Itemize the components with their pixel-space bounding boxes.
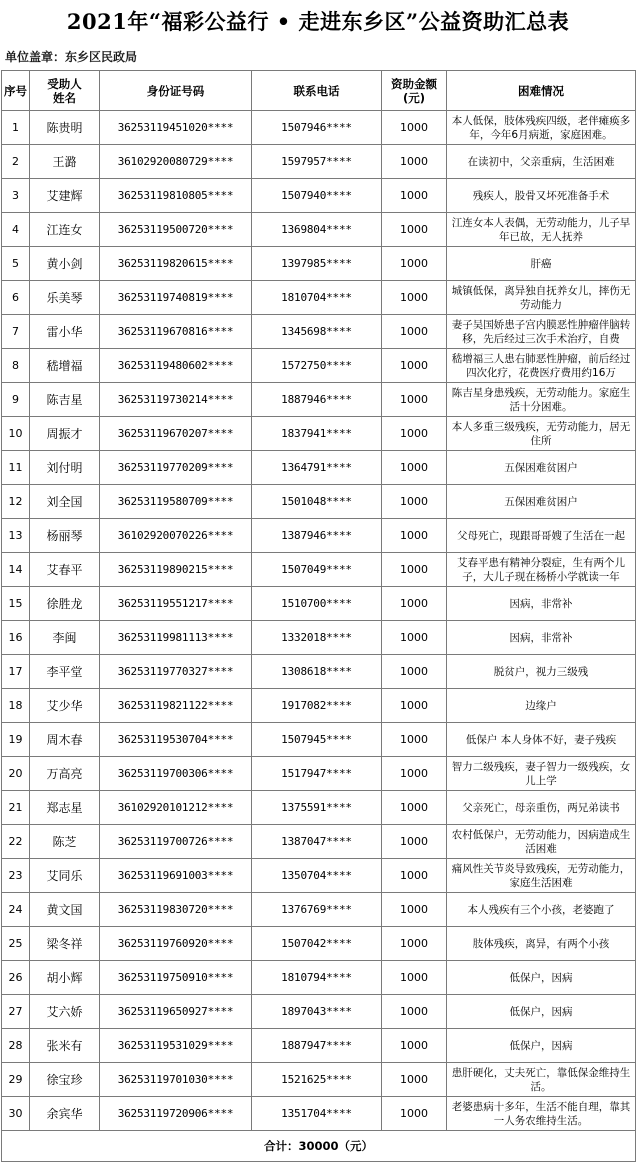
cell-phone: 1507049**** [252, 553, 382, 587]
table-row [2, 179, 636, 213]
cell-index: 23 [2, 859, 30, 893]
cell-id-number: 36253119770209**** [100, 451, 252, 485]
cell-index: 19 [2, 723, 30, 757]
cell-situation: 低保户 本人身体不好，妻子残疾 [447, 723, 636, 757]
cell-situation: 艾春平患有精神分裂症，生有两个儿子，大儿子现在杨桥小学就读一年 [447, 553, 636, 587]
cell-phone: 1369804**** [252, 213, 382, 247]
cell-phone: 1507945**** [252, 723, 382, 757]
cell-phone: 1917082**** [252, 689, 382, 723]
table-row [2, 519, 636, 553]
header-name-line2: 姓名 [53, 90, 76, 105]
table-row [2, 349, 636, 383]
cell-id-number: 36253119691003**** [100, 859, 252, 893]
cell-index: 10 [2, 417, 30, 451]
cell-name: 余宾华 [30, 1097, 100, 1131]
cell-amount: 1000 [382, 995, 447, 1029]
cell-id-number: 36253119551217**** [100, 587, 252, 621]
cell-name: 胡小辉 [30, 961, 100, 995]
cell-id-number: 36253119451020**** [100, 111, 252, 145]
cell-phone: 1810794**** [252, 961, 382, 995]
cell-situation: 本人低保，肢体残疾四级，老伴瘫痪多年，今年6月病逝，家庭困难。 [447, 111, 636, 145]
cell-id-number: 36253119670816**** [100, 315, 252, 349]
cell-amount: 1000 [382, 179, 447, 213]
cell-situation: 因病，非常补 [447, 621, 636, 655]
cell-situation: 城镇低保，离异独自抚养女儿，摔伤无劳动能力 [447, 281, 636, 315]
cell-id-number: 36253119701030**** [100, 1063, 252, 1097]
cell-amount: 1000 [382, 145, 447, 179]
cell-id-number: 36253119760920**** [100, 927, 252, 961]
cell-index: 9 [2, 383, 30, 417]
cell-id-number: 36253119750910**** [100, 961, 252, 995]
cell-id-number: 36253119530704**** [100, 723, 252, 757]
table-row [2, 961, 636, 995]
table-row [2, 485, 636, 519]
cell-amount: 1000 [382, 859, 447, 893]
cell-name: 周木春 [30, 723, 100, 757]
table-row [2, 893, 636, 927]
cell-id-number: 36253119580709**** [100, 485, 252, 519]
cell-name: 周振才 [30, 417, 100, 451]
cell-name: 艾同乐 [30, 859, 100, 893]
cell-name: 刘全国 [30, 485, 100, 519]
table-row [2, 655, 636, 689]
cell-name: 万高亮 [30, 757, 100, 791]
table-row [2, 791, 636, 825]
cell-amount: 1000 [382, 383, 447, 417]
total-label: 合计：30000（元） [2, 1131, 636, 1162]
cell-situation: 在读初中，父亲重病，生活困难 [447, 145, 636, 179]
table-row [2, 247, 636, 281]
table-row [2, 553, 636, 587]
table-body [2, 111, 636, 1131]
cell-amount: 1000 [382, 213, 447, 247]
cell-situation: 父亲死亡，母亲重伤，两兄弟读书 [447, 791, 636, 825]
cell-id-number: 36253119650927**** [100, 995, 252, 1029]
cell-situation: 低保户，因病 [447, 995, 636, 1029]
table-row [2, 315, 636, 349]
cell-amount: 1000 [382, 1063, 447, 1097]
table-row [2, 723, 636, 757]
cell-name: 嵇增福 [30, 349, 100, 383]
cell-index: 14 [2, 553, 30, 587]
cell-phone: 1521625**** [252, 1063, 382, 1097]
cell-index: 30 [2, 1097, 30, 1131]
cell-amount: 1000 [382, 485, 447, 519]
cell-name: 杨丽琴 [30, 519, 100, 553]
cell-index: 27 [2, 995, 30, 1029]
unit-stamp-label: 单位盖章：东乡区民政局 [5, 50, 138, 64]
cell-name: 梁冬祥 [30, 927, 100, 961]
cell-index: 5 [2, 247, 30, 281]
cell-amount: 1000 [382, 689, 447, 723]
cell-name: 李平堂 [30, 655, 100, 689]
cell-situation: 肝癌 [447, 247, 636, 281]
cell-situation: 陈吉星身患残疾，无劳动能力。家庭生活十分困难。 [447, 383, 636, 417]
header-amount-line2: (元) [402, 90, 425, 105]
cell-id-number: 36102920101212**** [100, 791, 252, 825]
cell-name: 雷小华 [30, 315, 100, 349]
cell-amount: 1000 [382, 621, 447, 655]
cell-amount: 1000 [382, 1097, 447, 1131]
cell-phone: 1332018**** [252, 621, 382, 655]
cell-amount: 1000 [382, 1029, 447, 1063]
cell-name: 艾六娇 [30, 995, 100, 1029]
cell-situation: 农村低保户，无劳动能力，因病造成生活困难 [447, 825, 636, 859]
cell-index: 26 [2, 961, 30, 995]
cell-phone: 1572750**** [252, 349, 382, 383]
cell-index: 22 [2, 825, 30, 859]
cell-amount: 1000 [382, 281, 447, 315]
cell-situation: 江连女本人表偶，无劳动能力，儿子早年已故，无人抚养 [447, 213, 636, 247]
cell-index: 12 [2, 485, 30, 519]
cell-index: 1 [2, 111, 30, 145]
cell-name: 李闽 [30, 621, 100, 655]
cell-situation: 本人多重三级残疾，无劳动能力，居无住所 [447, 417, 636, 451]
cell-name: 乐美琴 [30, 281, 100, 315]
cell-situation: 残疾人，股骨又坏死准备手术 [447, 179, 636, 213]
table-row [2, 111, 636, 145]
cell-amount: 1000 [382, 553, 447, 587]
cell-id-number: 36253119820615**** [100, 247, 252, 281]
table-row [2, 451, 636, 485]
table-row [2, 417, 636, 451]
cell-phone: 1308618**** [252, 655, 382, 689]
table-row [2, 621, 636, 655]
cell-id-number: 36253119810805**** [100, 179, 252, 213]
cell-phone: 1397985**** [252, 247, 382, 281]
cell-id-number: 36253119720906**** [100, 1097, 252, 1131]
cell-index: 7 [2, 315, 30, 349]
cell-phone: 1376769**** [252, 893, 382, 927]
cell-amount: 1000 [382, 349, 447, 383]
cell-index: 18 [2, 689, 30, 723]
cell-phone: 1517947**** [252, 757, 382, 791]
table-row [2, 213, 636, 247]
cell-phone: 1507940**** [252, 179, 382, 213]
cell-name: 张米有 [30, 1029, 100, 1063]
cell-name: 陈芝 [30, 825, 100, 859]
cell-situation: 妻子吴国娇患子宫内膜恶性肿瘤伴脑转移，先后经过三次手术治疗，自费 [447, 315, 636, 349]
cell-phone: 1387946**** [252, 519, 382, 553]
table-row [2, 927, 636, 961]
table-row [2, 145, 636, 179]
cell-phone: 1887947**** [252, 1029, 382, 1063]
cell-situation: 本人残疾有三个小孩，老婆跑了 [447, 893, 636, 927]
cell-phone: 1375591**** [252, 791, 382, 825]
cell-name: 王潞 [30, 145, 100, 179]
cell-index: 3 [2, 179, 30, 213]
cell-id-number: 36253119821122**** [100, 689, 252, 723]
cell-amount: 1000 [382, 825, 447, 859]
table-row [2, 995, 636, 1029]
total-row [2, 1131, 636, 1162]
cell-situation: 老婆患病十多年，生活不能自理，靠其一人务农维持生活。 [447, 1097, 636, 1131]
table-row [2, 757, 636, 791]
cell-id-number: 36253119500720**** [100, 213, 252, 247]
cell-amount: 1000 [382, 451, 447, 485]
cell-index: 20 [2, 757, 30, 791]
cell-phone: 1501048**** [252, 485, 382, 519]
aid-summary-table [1, 70, 636, 1162]
table-row [2, 1097, 636, 1131]
header-phone: 联系电话 [252, 71, 382, 111]
table-row [2, 689, 636, 723]
page-title: 2021年“福彩公益行 • 走进东乡区”公益资助汇总表 [66, 9, 570, 34]
cell-phone: 1887946**** [252, 383, 382, 417]
cell-index: 11 [2, 451, 30, 485]
cell-name: 黄文国 [30, 893, 100, 927]
cell-phone: 1510700**** [252, 587, 382, 621]
cell-name: 郑志星 [30, 791, 100, 825]
cell-phone: 1897043**** [252, 995, 382, 1029]
cell-amount: 1000 [382, 893, 447, 927]
cell-index: 13 [2, 519, 30, 553]
cell-index: 4 [2, 213, 30, 247]
cell-name: 徐胜龙 [30, 587, 100, 621]
cell-situation: 父母死亡，现跟哥哥嫂了生活在一起 [447, 519, 636, 553]
cell-index: 21 [2, 791, 30, 825]
cell-name: 艾少华 [30, 689, 100, 723]
header-index: 序号 [2, 71, 30, 111]
cell-name: 黄小剑 [30, 247, 100, 281]
cell-index: 17 [2, 655, 30, 689]
table-row [2, 859, 636, 893]
cell-id-number: 36253119890215**** [100, 553, 252, 587]
cell-situation: 因病，非常补 [447, 587, 636, 621]
cell-phone: 1837941**** [252, 417, 382, 451]
cell-phone: 1507946**** [252, 111, 382, 145]
header-name [30, 71, 100, 111]
cell-phone: 1364791**** [252, 451, 382, 485]
cell-index: 8 [2, 349, 30, 383]
cell-situation: 五保困难贫困户 [447, 485, 636, 519]
cell-phone: 1350704**** [252, 859, 382, 893]
cell-id-number: 36253119730214**** [100, 383, 252, 417]
table-row [2, 1063, 636, 1097]
cell-id-number: 36253119480602**** [100, 349, 252, 383]
cell-amount: 1000 [382, 927, 447, 961]
cell-name: 徐宝珍 [30, 1063, 100, 1097]
table-header-row [2, 71, 636, 111]
header-id: 身份证号码 [100, 71, 252, 111]
cell-situation: 边缘户 [447, 689, 636, 723]
header-name-line1: 受助人 [47, 76, 82, 91]
cell-phone: 1507042**** [252, 927, 382, 961]
cell-index: 24 [2, 893, 30, 927]
cell-situation: 五保困难贫困户 [447, 451, 636, 485]
cell-amount: 1000 [382, 655, 447, 689]
cell-id-number: 36253119740819**** [100, 281, 252, 315]
cell-situation: 患肝硬化，丈夫死亡，靠低保金维持生活。 [447, 1063, 636, 1097]
cell-amount: 1000 [382, 961, 447, 995]
cell-phone: 1810704**** [252, 281, 382, 315]
cell-index: 6 [2, 281, 30, 315]
cell-situation: 智力二级残疾，妻子智力一级残疾，女儿上学 [447, 757, 636, 791]
cell-id-number: 36253119670207**** [100, 417, 252, 451]
cell-index: 15 [2, 587, 30, 621]
cell-index: 28 [2, 1029, 30, 1063]
cell-amount: 1000 [382, 791, 447, 825]
cell-situation: 低保户，因病 [447, 1029, 636, 1063]
cell-phone: 1345698**** [252, 315, 382, 349]
cell-amount: 1000 [382, 757, 447, 791]
cell-phone: 1387047**** [252, 825, 382, 859]
cell-situation: 嵇增福三人患右肺恶性肿瘤，前后经过四次化疗，花费医疗费用约16万 [447, 349, 636, 383]
header-amount [382, 71, 447, 111]
cell-situation: 低保户，因病 [447, 961, 636, 995]
cell-index: 29 [2, 1063, 30, 1097]
cell-index: 25 [2, 927, 30, 961]
cell-amount: 1000 [382, 519, 447, 553]
cell-name: 陈吉星 [30, 383, 100, 417]
cell-id-number: 36253119770327**** [100, 655, 252, 689]
cell-index: 16 [2, 621, 30, 655]
table-row [2, 281, 636, 315]
cell-situation: 肢体残疾，离异，有两个小孩 [447, 927, 636, 961]
cell-id-number: 36102920080729**** [100, 145, 252, 179]
header-situation: 困难情况 [447, 71, 636, 111]
cell-amount: 1000 [382, 417, 447, 451]
cell-id-number: 36253119700306**** [100, 757, 252, 791]
cell-index: 2 [2, 145, 30, 179]
header-amount-line1: 资助金额 [391, 76, 437, 91]
cell-amount: 1000 [382, 315, 447, 349]
cell-id-number: 36253119830720**** [100, 893, 252, 927]
cell-phone: 1351704**** [252, 1097, 382, 1131]
table-row [2, 825, 636, 859]
cell-id-number: 36253119981113**** [100, 621, 252, 655]
cell-id-number: 36102920070226**** [100, 519, 252, 553]
cell-name: 陈贵明 [30, 111, 100, 145]
cell-amount: 1000 [382, 111, 447, 145]
cell-id-number: 36253119700726**** [100, 825, 252, 859]
cell-situation: 脱贫户，视力三级残 [447, 655, 636, 689]
table-row [2, 383, 636, 417]
table-row [2, 587, 636, 621]
cell-amount: 1000 [382, 587, 447, 621]
cell-amount: 1000 [382, 247, 447, 281]
cell-name: 艾春平 [30, 553, 100, 587]
cell-name: 刘付明 [30, 451, 100, 485]
cell-name: 艾建辉 [30, 179, 100, 213]
cell-name: 江连女 [30, 213, 100, 247]
cell-situation: 痛风性关节炎导致残疾，无劳动能力，家庭生活困难 [447, 859, 636, 893]
cell-id-number: 36253119531029**** [100, 1029, 252, 1063]
cell-phone: 1597957**** [252, 145, 382, 179]
table-row [2, 1029, 636, 1063]
cell-amount: 1000 [382, 723, 447, 757]
